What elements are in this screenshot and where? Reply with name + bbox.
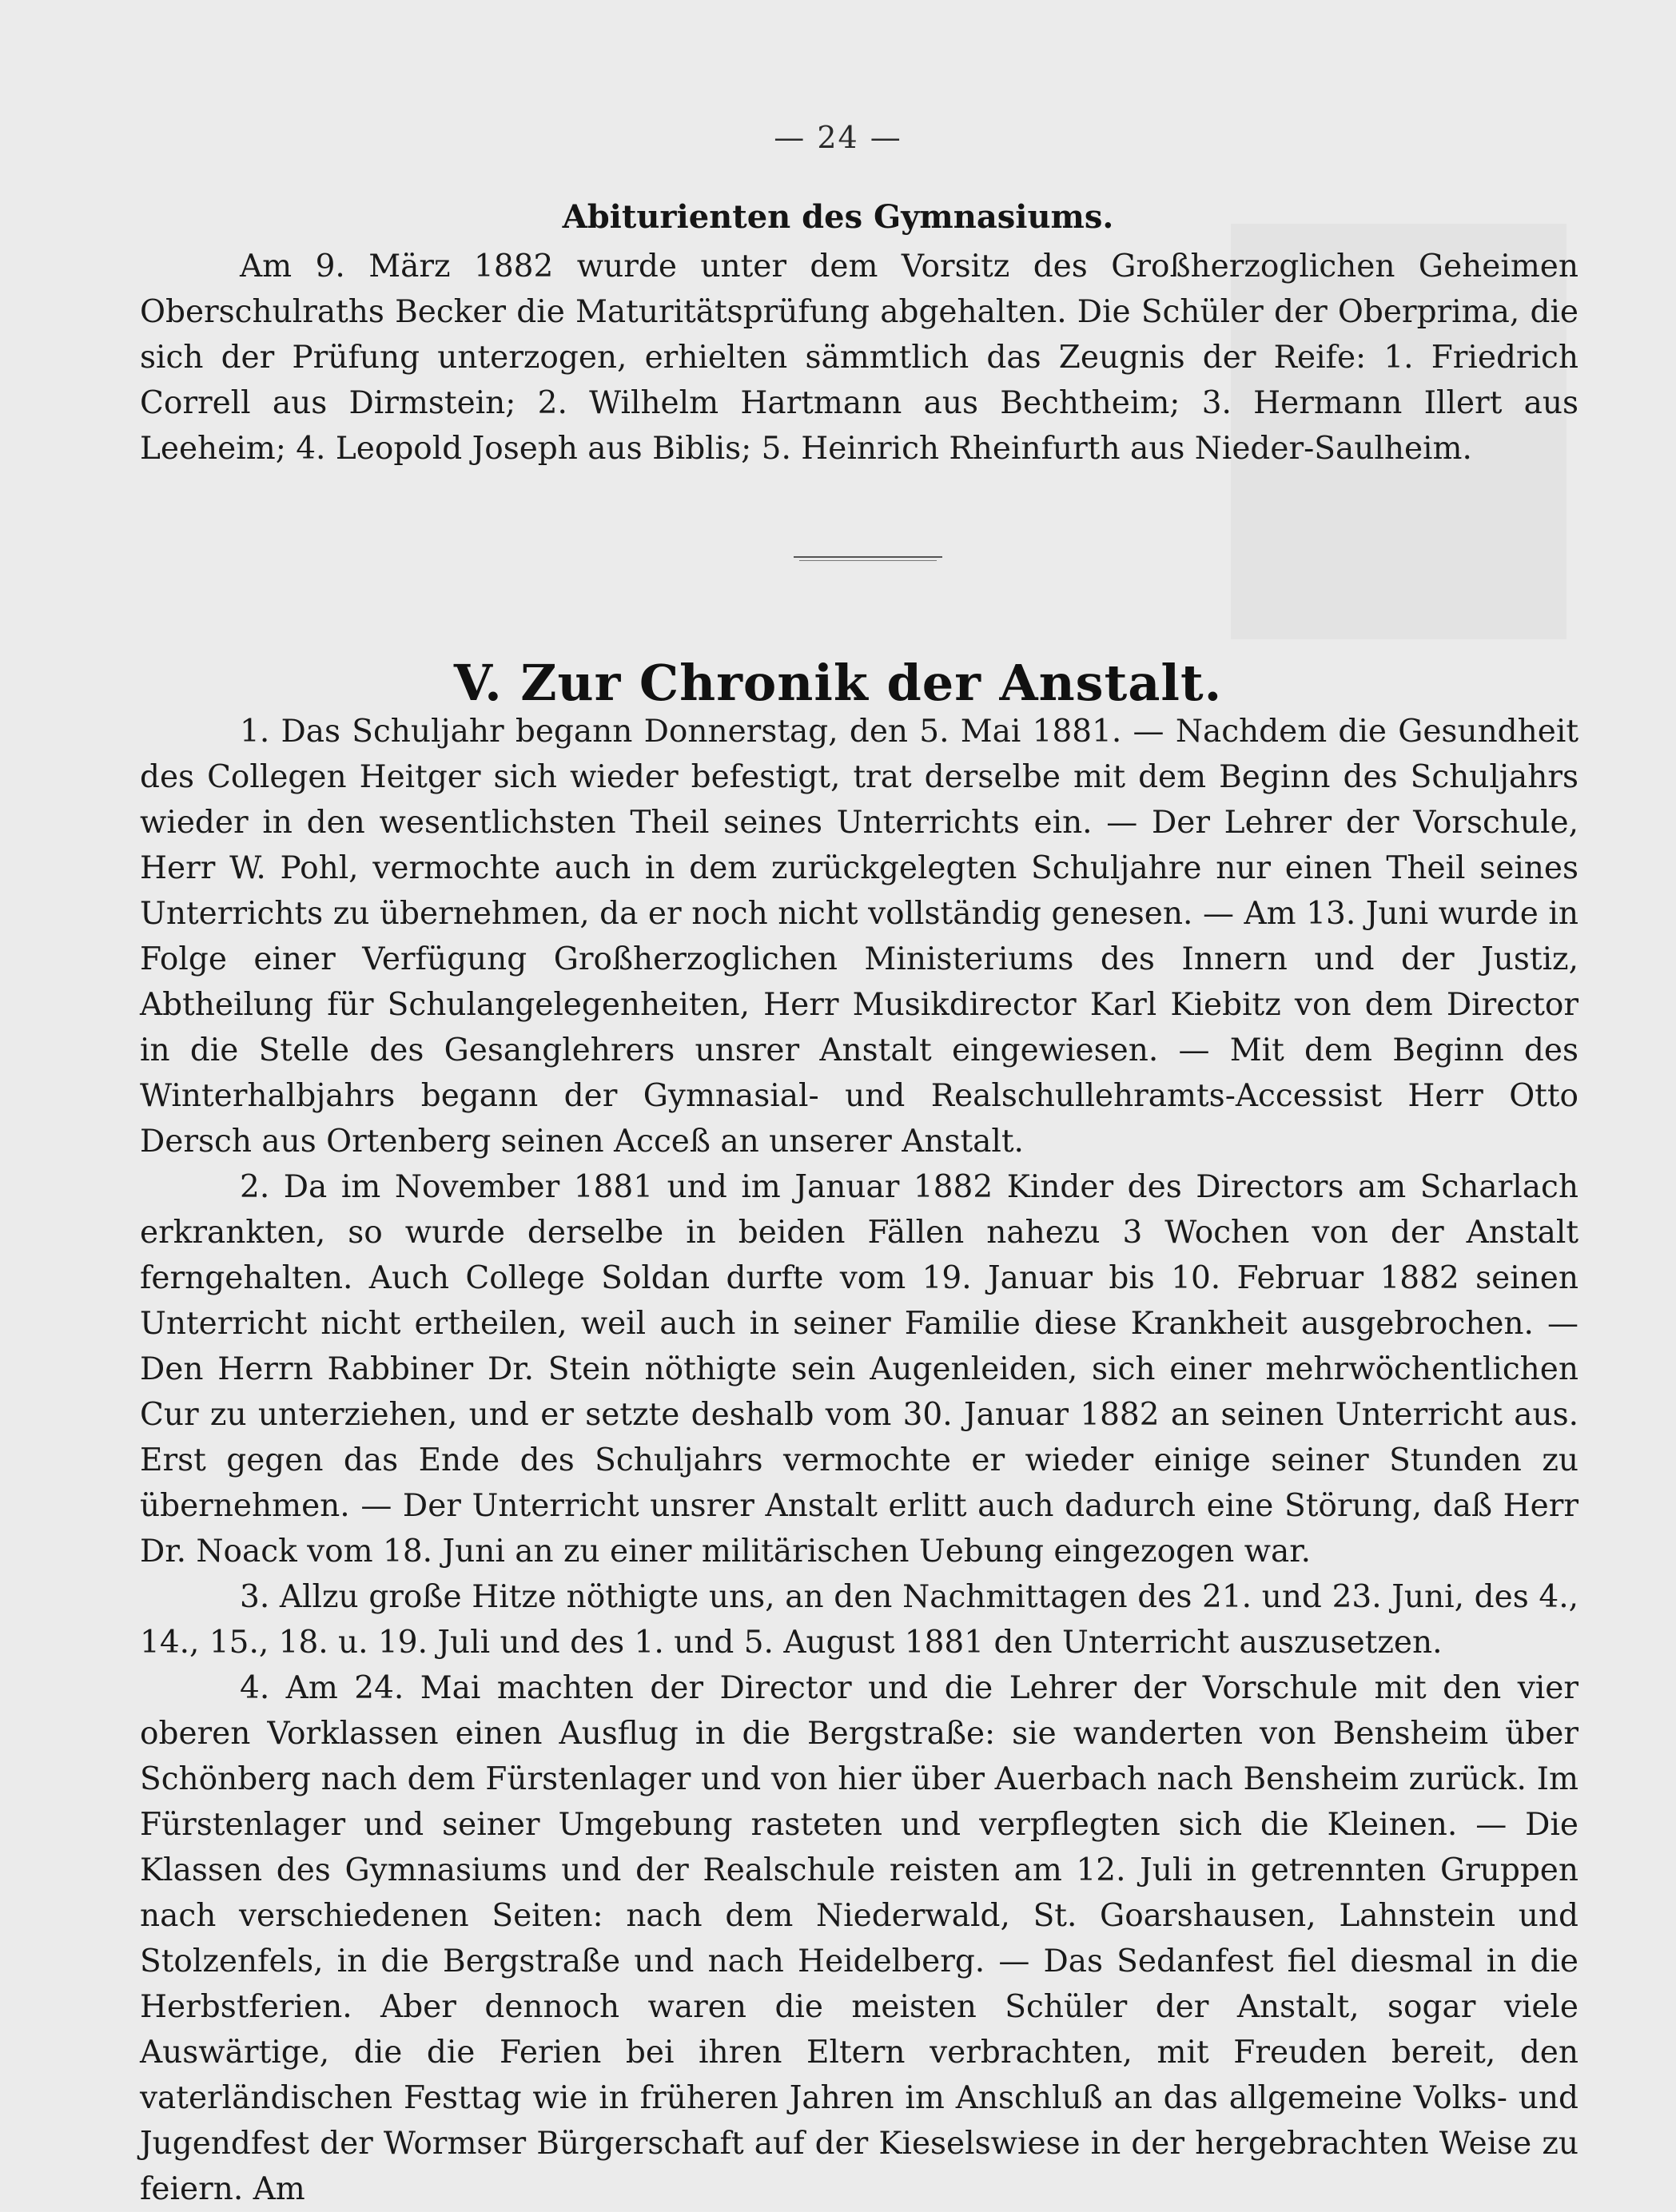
chronik-paragraph-4: 4. Am 24. Mai machten der Director und die Lehrer der Vorschule mit den vier oberen Vorklassen einen Ausflug in die Bergstraße: sie wanderten von Bensheim über Schönberg nach dem Fürstenlager und von hier über Auerbach nach Bensheim zurück. Im Fürstenlager und seiner Umgebung rasteten und verpflegten sich die Kleinen. — Die Klassen des Gymnasiums und der Realschule reisten am 12. Juli in getrennten Gruppen nach verschiedenen Seiten: nach dem Niederwald, St. Goarshausen, Lahnstein und Stolzenfels, in die Bergstraße und nach Heidelberg. — Das Sedanfest fiel diesmal in die Herbstferien. Aber dennoch waren die meisten Schüler der Anstalt, sogar viele Auswärtige, die die Ferien bei ihren Eltern verbrachten, mit Freuden bereit, den vaterländischen Festtag wie in früheren Jahren im Anschluß an das allgemeine Volks- und Jugendfest der Wormser Bürgerschaft auf der Kieselswiese in der hergebrachten Weise zu feiern. Am: [140, 1670, 1578, 2207]
section-divider-thin: [799, 560, 937, 561]
page-number: — 24 —: [774, 120, 902, 155]
chronik-heading: V. Zur Chronik der Anstalt.: [453, 654, 1223, 712]
abitur-paragraph: Am 9. März 1882 wurde unter dem Vorsitz des Großherzoglichen Geheimen Oberschulraths Becker die Maturitätsprüfung abgehalten. Die Schüler der Oberprima, die sich der Prüfung unterzogen, erhielten sämmtlich das Zeugnis der Reife: 1. Friedrich Correll aus Dirmstein; 2. Wilhelm Hartmann aus Bechtheim; 3. Hermann Illert aus Leeheim; 4. Leopold Joseph aus Biblis; 5. Heinrich Rheinfurth aus Nieder-Saulheim.: [140, 249, 1578, 467]
chronik-section: [140, 709, 1578, 2212]
abitur-heading: Abiturienten des Gymnasiums.: [562, 198, 1114, 236]
section-divider: [794, 556, 942, 558]
chronik-paragraph-2: 2. Da im November 1881 und im Januar 1882 Kinder des Directors am Scharlach erkrankten, so wurde derselbe in beiden Fällen nahezu 3 Wochen von der Anstalt ferngehalten. Auch College Soldan durfte vom 19. Januar bis 10. Februar 1882 seinen Unterricht nicht ertheilen, weil auch in seiner Familie diese Krankheit ausgebrochen. — Den Herrn Rabbiner Dr. Stein nöthigte sein Augenleiden, sich einer mehrwöchentlichen Cur zu unterziehen, und er setzte deshalb vom 30. Januar 1882 an seinen Unterricht aus. Erst gegen das Ende des Schuljahrs vermochte er wieder einige seiner Stunden zu übernehmen. — Der Unterricht unsrer Anstalt erlitt auch dadurch eine Störung, daß Herr Dr. Noack vom 18. Juni an zu einer militärischen Uebung eingezogen war.: [140, 1169, 1578, 1569]
abitur-section: [140, 244, 1578, 471]
chronik-paragraph-3: 3. Allzu große Hitze nöthigte uns, an den Nachmittagen des 21. und 23. Juni, des 4., 14., 15., 18. u. 19. Juli und des 1. und 5. August 1881 den Unterricht auszusetzen.: [140, 1579, 1578, 1661]
chronik-paragraph-1: 1. Das Schuljahr begann Donnerstag, den 5. Mai 1881. — Nachdem die Gesundheit des Collegen Heitger sich wieder befestigt, trat derselbe mit dem Beginn des Schuljahrs wieder in den wesentlichsten Theil seines Unterrichts ein. — Der Lehrer der Vorschule, Herr W. Pohl, vermochte auch in dem zurückgelegten Schuljahre nur einen Theil seines Unterrichts zu übernehmen, da er noch nicht vollständig genesen. — Am 13. Juni wurde in Folge einer Verfügung Großherzoglichen Ministeriums des Innern und der Justiz, Abtheilung für Schulangelegenheiten, Herr Musikdirector Karl Kiebitz von dem Director in die Stelle des Gesanglehrers unsrer Anstalt eingewiesen. — Mit dem Beginn des Winterhalbjahrs begann der Gymnasial- und Realschullehramts-Accessist Herr Otto Dersch aus Ortenberg seinen Acceß an unserer Anstalt.: [140, 714, 1578, 1160]
